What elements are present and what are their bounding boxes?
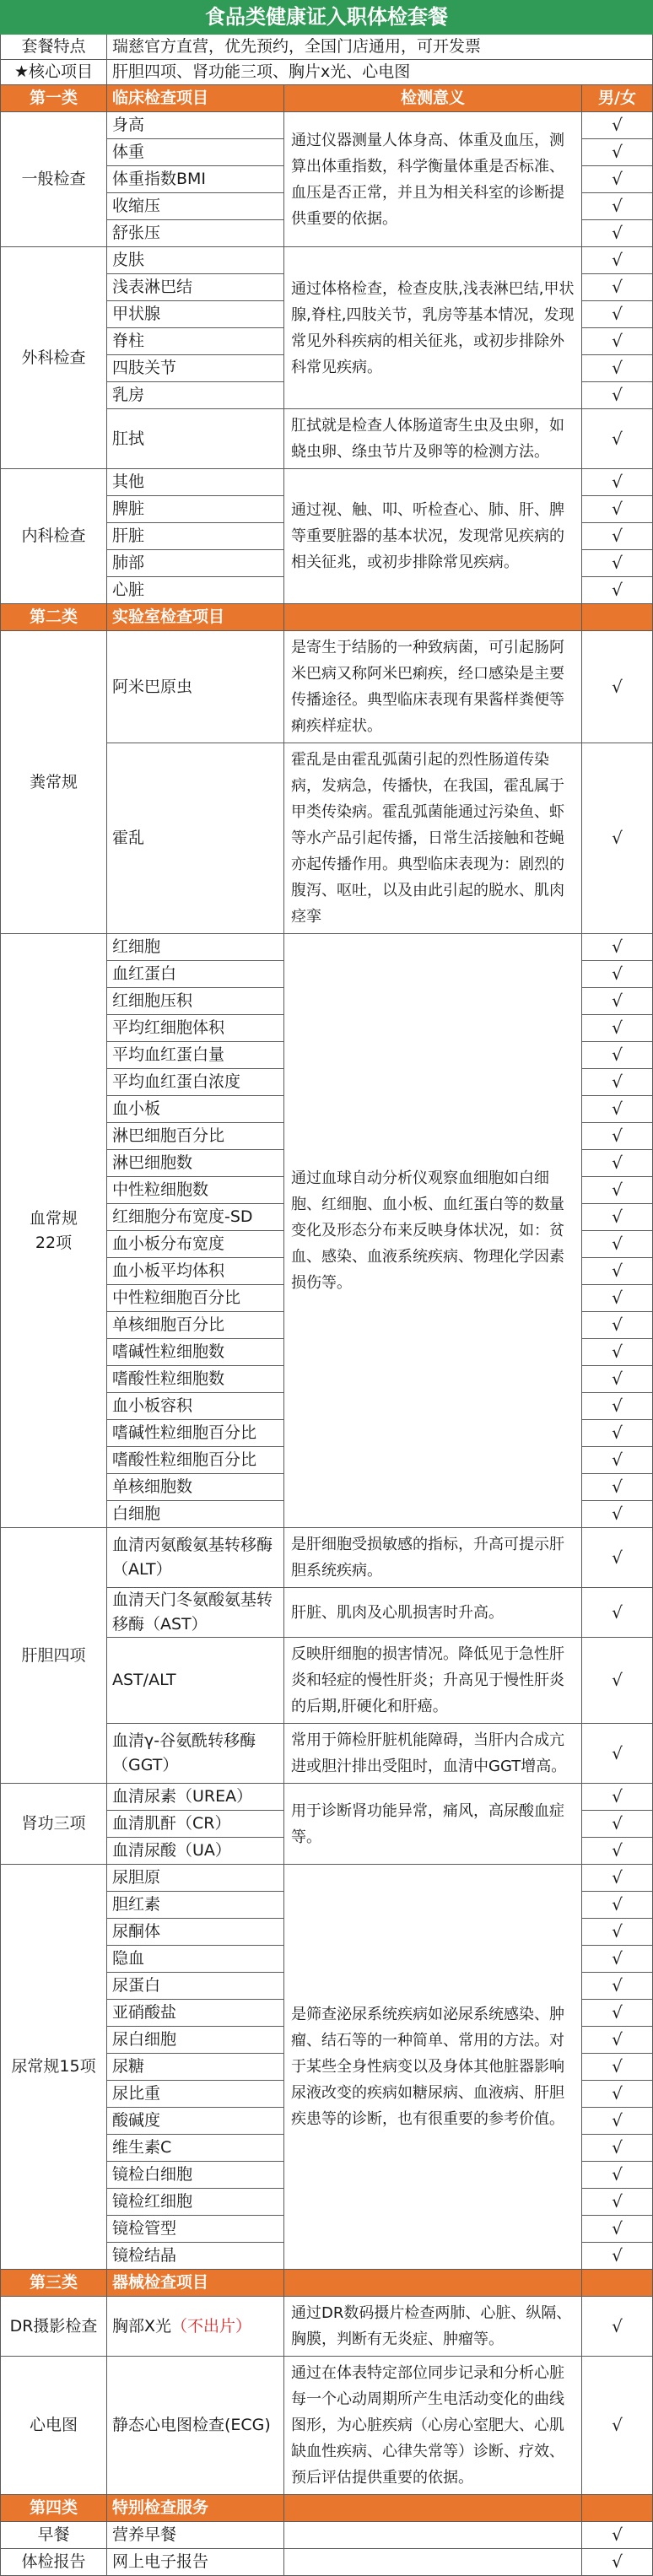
item-name (107, 1069, 284, 1096)
check-mark: √ (582, 1312, 653, 1339)
check-mark: √ (582, 1123, 653, 1150)
check-mark: √ (582, 1973, 653, 2000)
item-label: 白细胞 (112, 1504, 161, 1523)
item-label: 隐血 (112, 1949, 145, 1968)
item-name (107, 2135, 284, 2162)
item-name (107, 1838, 284, 1865)
item-label: 舒张压 (112, 224, 161, 242)
item-label: 霍乱 (112, 829, 145, 847)
check-mark: √ (582, 1096, 653, 1123)
item-label: 体重指数BMI (112, 170, 207, 188)
item-note: （不出片） (171, 2316, 252, 2336)
table-row (1, 247, 653, 274)
item-name (107, 469, 284, 496)
table-row (1, 1865, 653, 1892)
table-row (1, 2522, 653, 2549)
group-name: 心电图 (1, 2357, 107, 2495)
item-label: 肺部 (112, 554, 145, 572)
check-mark: √ (582, 1366, 653, 1393)
info-value-core: 肝胆四项、肾功能三项、胸片x光、心电图 (107, 60, 653, 85)
item-label: 尿比重 (112, 2084, 161, 2103)
item-label: 尿酮体 (112, 1922, 161, 1941)
check-mark: √ (582, 1339, 653, 1366)
check-mark: √ (582, 1474, 653, 1501)
item-name (107, 166, 284, 193)
check-mark: √ (582, 1285, 653, 1312)
item-label: 镜检管型 (112, 2219, 177, 2238)
item-label: 血小板分布宽度 (112, 1234, 225, 1253)
check-mark: √ (582, 220, 653, 247)
check-mark: √ (582, 1069, 653, 1096)
item-name (107, 1204, 284, 1231)
item-label: 体重 (112, 143, 145, 161)
meaning-text: 肝脏、肌肉及心肌损害时升高。 (284, 1588, 582, 1638)
check-mark: √ (582, 112, 653, 139)
item-label: 维生素C (112, 2138, 172, 2157)
item-label: 红细胞分布宽度-SD (112, 1207, 253, 1226)
check-mark: √ (582, 1838, 653, 1865)
check-mark: √ (582, 961, 653, 988)
table-row (1, 112, 653, 139)
item-label: 血小板 (112, 1099, 161, 1118)
table-row (1, 1784, 653, 1811)
meaning-text: 反映肝细胞的损害情况。降低见于急性肝炎和轻症的慢性肝炎；升高见于慢性肝炎的后期,肝硬化和肝癌。 (284, 1638, 582, 1724)
item-label: 静态心电图检查(ECG) (112, 2416, 271, 2434)
check-mark: √ (582, 2216, 653, 2243)
item-name (107, 2108, 284, 2135)
item-label: 血清尿素（UREA） (112, 1787, 253, 1806)
check-mark: √ (582, 1638, 653, 1724)
check-mark: √ (582, 1204, 653, 1231)
item-label: 乳房 (112, 386, 145, 404)
info-label-core: ★核心项目 (1, 60, 107, 85)
item-name (107, 1258, 284, 1285)
item-name (107, 193, 284, 220)
check-mark: √ (582, 2243, 653, 2270)
item-label: 营养早餐 (112, 2525, 177, 2544)
item-label: 单核细胞数 (112, 1477, 193, 1496)
item-name (107, 2027, 284, 2054)
check-mark: √ (582, 1231, 653, 1258)
info-label-features: 套餐特点 (1, 35, 107, 60)
check-mark: √ (582, 2189, 653, 2216)
meaning-text: 用于诊断肾功能异常，痛风，高尿酸血症等。 (284, 1784, 582, 1865)
item-label: 镜检红细胞 (112, 2192, 193, 2211)
check-mark: √ (582, 2297, 653, 2357)
item-label: 尿蛋白 (112, 1976, 161, 1995)
group-name: 粪常规 (1, 631, 107, 934)
category-meaning-header (284, 2270, 582, 2297)
check-mark: √ (582, 409, 653, 469)
check-mark: √ (582, 355, 653, 382)
info-row-core (1, 60, 653, 85)
check-mark: √ (582, 1811, 653, 1838)
item-name (107, 1123, 284, 1150)
category-label: 第四类 (1, 2495, 107, 2522)
item-label: 尿糖 (112, 2057, 145, 2076)
category-gender-header: 男/女 (582, 85, 653, 112)
check-mark: √ (582, 1015, 653, 1042)
check-mark: √ (582, 2027, 653, 2054)
item-name (107, 1312, 284, 1339)
item-name (107, 1724, 284, 1784)
group-name: 肝胆四项 (1, 1528, 107, 1784)
check-mark: √ (582, 1892, 653, 1919)
item-name (107, 550, 284, 577)
table-row (1, 2549, 653, 2576)
info-value-features: 瑞慈官方直营，优先预约，全国门店通用，可开发票 (107, 35, 653, 60)
item-label: 脊柱 (112, 332, 145, 350)
item-name (107, 1946, 284, 1973)
table-row (1, 631, 653, 743)
check-mark: √ (582, 1393, 653, 1420)
item-name (107, 2081, 284, 2108)
item-name (107, 2000, 284, 2027)
check-mark: √ (582, 577, 653, 604)
item-name (107, 1231, 284, 1258)
item-label: 嗜酸性粒细胞数 (112, 1369, 225, 1388)
check-mark: √ (582, 469, 653, 496)
item-name (107, 1474, 284, 1501)
item-name (107, 2162, 284, 2189)
item-label: 单核细胞百分比 (112, 1315, 225, 1334)
check-mark: √ (582, 193, 653, 220)
group-name: 早餐 (1, 2522, 107, 2549)
category-row (1, 604, 653, 631)
item-name (107, 409, 284, 469)
item-name (107, 274, 284, 301)
check-mark: √ (582, 934, 653, 961)
meaning-text: 肛拭就是检查人体肠道寄生虫及虫卵，如蛲虫卵、绦虫节片及卵等的检测方法。 (284, 409, 582, 469)
item-name (107, 328, 284, 355)
item-label: 胸部X光 (112, 2316, 172, 2336)
item-name (107, 988, 284, 1015)
item-name (107, 1339, 284, 1366)
meaning-text: 通过DR数码摄片检查两肺、心脏、纵隔、胸膜，判断有无炎症、肿瘤等。 (284, 2297, 582, 2357)
category-label: 第二类 (1, 604, 107, 631)
item-name (107, 355, 284, 382)
check-mark: √ (582, 2357, 653, 2495)
item-name (107, 577, 284, 604)
item-label: 嗜碱性粒细胞数 (112, 1342, 225, 1361)
item-label: 嗜酸性粒细胞百分比 (112, 1450, 257, 1469)
meaning-text: 通过血球自动分析仪观察血细胞如白细胞、红细胞、血小板、血红蛋白等的数量变化及形态分布来反映身体状况，如：贫血、感染、血液系统疾病、物理化学因素损伤等。 (284, 934, 582, 1528)
item-label: 收缩压 (112, 197, 161, 215)
item-label: 心脏 (112, 581, 145, 599)
category-gender-header (582, 604, 653, 631)
table-row (1, 1528, 653, 1588)
check-mark: √ (582, 382, 653, 409)
item-name (107, 1015, 284, 1042)
group-name: 肾功三项 (1, 1784, 107, 1865)
item-name (107, 1447, 284, 1474)
item-label: 平均血红蛋白量 (112, 1045, 225, 1064)
item-name (107, 139, 284, 166)
item-name (107, 2297, 284, 2357)
item-label: 肝脏 (112, 527, 145, 545)
item-name (107, 220, 284, 247)
check-mark: √ (582, 1724, 653, 1784)
item-name (107, 961, 284, 988)
check-mark: √ (582, 274, 653, 301)
item-name (107, 2357, 284, 2495)
category-row (1, 2270, 653, 2297)
meaning-text (284, 2522, 582, 2549)
item-label: 血清丙氨酸氨基转移酶（ALT） (112, 1536, 273, 1579)
item-label: 血清γ-谷氨酰转移酶（GGT） (112, 1731, 256, 1774)
check-mark: √ (582, 631, 653, 743)
item-name (107, 1784, 284, 1811)
item-name (107, 2549, 284, 2576)
check-mark: √ (582, 1447, 653, 1474)
item-label: 身高 (112, 116, 145, 134)
group-name: 血常规 22项 (1, 934, 107, 1528)
item-name (107, 1501, 284, 1528)
group-name: 体检报告 (1, 2549, 107, 2576)
check-mark: √ (582, 1919, 653, 1946)
meaning-text: 霍乱是由霍乱弧菌引起的烈性肠道传染病，发病急，传播快，在我国，霍乱属于甲类传染病。霍乱弧菌能通过污染鱼、虾等水产品引起传播，日常生活接触和苍蝇亦起传播作用。典型临床表现为：剧烈的腹泻、呕吐，以及由此引起的脱水、肌肉痉挛 (284, 743, 582, 934)
item-label: 红细胞 (112, 937, 161, 956)
item-label: 镜检结晶 (112, 2246, 177, 2265)
item-name (107, 1285, 284, 1312)
item-name (107, 1865, 284, 1892)
table-row (1, 469, 653, 496)
item-name (107, 934, 284, 961)
check-mark: √ (582, 1150, 653, 1177)
meaning-text: 是寄生于结肠的一种致病菌，可引起肠阿米巴病又称阿米巴痢疾，经口感染是主要传播途径。典型临床表现有果酱样粪便等痢疾样症状。 (284, 631, 582, 743)
group-name: 内科检查 (1, 469, 107, 604)
package-title: 食品类健康证入职体检套餐 (1, 1, 653, 35)
item-label: AST/ALT (112, 1671, 176, 1689)
category-row (1, 85, 653, 112)
category-item-header: 器械检查项目 (107, 2270, 284, 2297)
meaning-text (284, 2549, 582, 2576)
item-label: 嗜碱性粒细胞百分比 (112, 1423, 257, 1442)
meaning-text: 常用于筛检肝脏机能障碍，当肝内合成亢进或胆汁排出受阻时，血清中GGT增高。 (284, 1724, 582, 1784)
table-row (1, 2297, 653, 2357)
check-mark: √ (582, 139, 653, 166)
item-label: 四肢关节 (112, 359, 177, 377)
check-mark: √ (582, 247, 653, 274)
info-row-features (1, 35, 653, 60)
item-name (107, 743, 284, 934)
item-name (107, 112, 284, 139)
group-name: 尿常规15项 (1, 1865, 107, 2270)
check-mark: √ (582, 2135, 653, 2162)
item-name (107, 2054, 284, 2081)
item-label: 胆红素 (112, 1895, 161, 1914)
check-mark: √ (582, 2549, 653, 2576)
item-label: 尿白细胞 (112, 2030, 177, 2049)
meaning-text: 通过视、触、叩、听检查心、肺、肝、脾等重要脏器的基本状况，发现常见疾病的相关征兆，或初步排除常见疾病。 (284, 469, 582, 604)
meaning-text: 通过在体表特定部位同步记录和分析心脏每一个心动周期所产生电活动变化的曲线图形，为心脏疾病（心房心室肥大、心肌缺血性疾病、心律失常等）诊断、疗效、预后评估提供重要的依据。 (284, 2357, 582, 2495)
item-name (107, 1393, 284, 1420)
item-label: 血红蛋白 (112, 964, 177, 983)
category-gender-header (582, 2270, 653, 2297)
item-label: 阿米巴原虫 (112, 677, 193, 696)
item-name (107, 1811, 284, 1838)
item-name (107, 1096, 284, 1123)
item-name (107, 496, 284, 523)
item-name (107, 1150, 284, 1177)
item-label: 血小板平均体积 (112, 1261, 225, 1280)
check-mark: √ (582, 301, 653, 328)
item-label: 中性粒细胞数 (112, 1180, 209, 1199)
group-name: 一般检查 (1, 112, 107, 247)
meaning-text: 是肝细胞受损敏感的指标，升高可提示肝胆系统疾病。 (284, 1528, 582, 1588)
check-mark: √ (582, 2522, 653, 2549)
item-name (107, 2522, 284, 2549)
item-label: 中性粒细胞百分比 (112, 1288, 241, 1307)
item-label: 平均红细胞体积 (112, 1018, 225, 1037)
category-label: 第一类 (1, 85, 107, 112)
category-item-header: 临床检查项目 (107, 85, 284, 112)
check-mark: √ (582, 523, 653, 550)
item-label: 皮肤 (112, 251, 145, 269)
item-name (107, 523, 284, 550)
check-mark: √ (582, 2162, 653, 2189)
item-label: 血清肌酐（CR） (112, 1814, 231, 1833)
meaning-text: 通过体格检查，检查皮肤,浅表淋巴结,甲状腺,脊柱,四肢关节，乳房等基本情况，发现常见外科疾病的相关征兆，或初步排除外科常见疾病。 (284, 247, 582, 409)
check-mark: √ (582, 2108, 653, 2135)
item-label: 淋巴细胞百分比 (112, 1126, 225, 1145)
item-label: 甲状腺 (112, 305, 161, 323)
group-name: 外科检查 (1, 247, 107, 469)
item-name (107, 1528, 284, 1588)
item-name (107, 1366, 284, 1393)
check-mark: √ (582, 496, 653, 523)
item-label: 浅表淋巴结 (112, 278, 193, 296)
item-name (107, 382, 284, 409)
check-mark: √ (582, 328, 653, 355)
item-label: 血清尿酸（UA） (112, 1841, 231, 1860)
title-row (1, 1, 653, 35)
item-name (107, 2189, 284, 2216)
item-label: 尿胆原 (112, 1868, 161, 1887)
meaning-text: 是筛查泌尿系统疾病如泌尿系统感染、肿瘤、结石等的一种简单、常用的方法。对于某些全身性病变以及身体其他脏器影响尿液改变的疾病如糖尿病、血液病、肝胆疾患等的诊断，也有很重要的参考价值。 (284, 1865, 582, 2270)
meaning-text: 通过仪器测量人体身高、体重及血压，测算出体重指数，科学衡量体重是否标准、血压是否正常，并且为相关科室的诊断提供重要的依据。 (284, 112, 582, 247)
item-label: 血小板容积 (112, 1396, 193, 1415)
item-label: 肛拭 (112, 429, 145, 448)
item-name (107, 1892, 284, 1919)
item-name (107, 1973, 284, 2000)
check-mark: √ (582, 1946, 653, 1973)
category-meaning-header (284, 2495, 582, 2522)
item-name (107, 2216, 284, 2243)
check-mark: √ (582, 2000, 653, 2027)
check-mark: √ (582, 988, 653, 1015)
item-label: 亚硝酸盐 (112, 2003, 177, 2022)
category-item-header: 特别检查服务 (107, 2495, 284, 2522)
item-name (107, 301, 284, 328)
category-label: 第三类 (1, 2270, 107, 2297)
item-name (107, 1588, 284, 1638)
item-label: 酸碱度 (112, 2111, 161, 2130)
item-label: 淋巴细胞数 (112, 1153, 193, 1172)
item-name (107, 2243, 284, 2270)
item-label: 镜检白细胞 (112, 2165, 193, 2184)
check-mark: √ (582, 743, 653, 934)
group-name: DR摄影检查 (1, 2297, 107, 2357)
item-name (107, 1638, 284, 1724)
item-label: 网上电子报告 (112, 2552, 209, 2571)
check-mark: √ (582, 1501, 653, 1528)
item-label: 平均血红蛋白浓度 (112, 1072, 241, 1091)
item-label: 脾脏 (112, 500, 145, 518)
check-mark: √ (582, 166, 653, 193)
check-mark: √ (582, 2054, 653, 2081)
item-name (107, 1420, 284, 1447)
item-label: 其他 (112, 473, 145, 491)
item-name (107, 1919, 284, 1946)
check-mark: √ (582, 1784, 653, 1811)
category-item-header: 实验室检查项目 (107, 604, 284, 631)
check-mark: √ (582, 1588, 653, 1638)
item-name (107, 247, 284, 274)
check-mark: √ (582, 2081, 653, 2108)
check-mark: √ (582, 1258, 653, 1285)
category-row (1, 2495, 653, 2522)
check-mark: √ (582, 1865, 653, 1892)
item-name (107, 1042, 284, 1069)
check-mark: √ (582, 550, 653, 577)
check-mark: √ (582, 1420, 653, 1447)
table-row (1, 934, 653, 961)
category-gender-header (582, 2495, 653, 2522)
check-mark: √ (582, 1042, 653, 1069)
table-row (1, 2357, 653, 2495)
item-label: 血清天门冬氨酸氨基转移酶（AST） (112, 1590, 273, 1634)
category-meaning-header (284, 604, 582, 631)
category-meaning-header: 检测意义 (284, 85, 582, 112)
item-name (107, 1177, 284, 1204)
check-mark: √ (582, 1177, 653, 1204)
item-label: 红细胞压积 (112, 991, 193, 1010)
check-mark: √ (582, 1528, 653, 1588)
item-name (107, 631, 284, 743)
